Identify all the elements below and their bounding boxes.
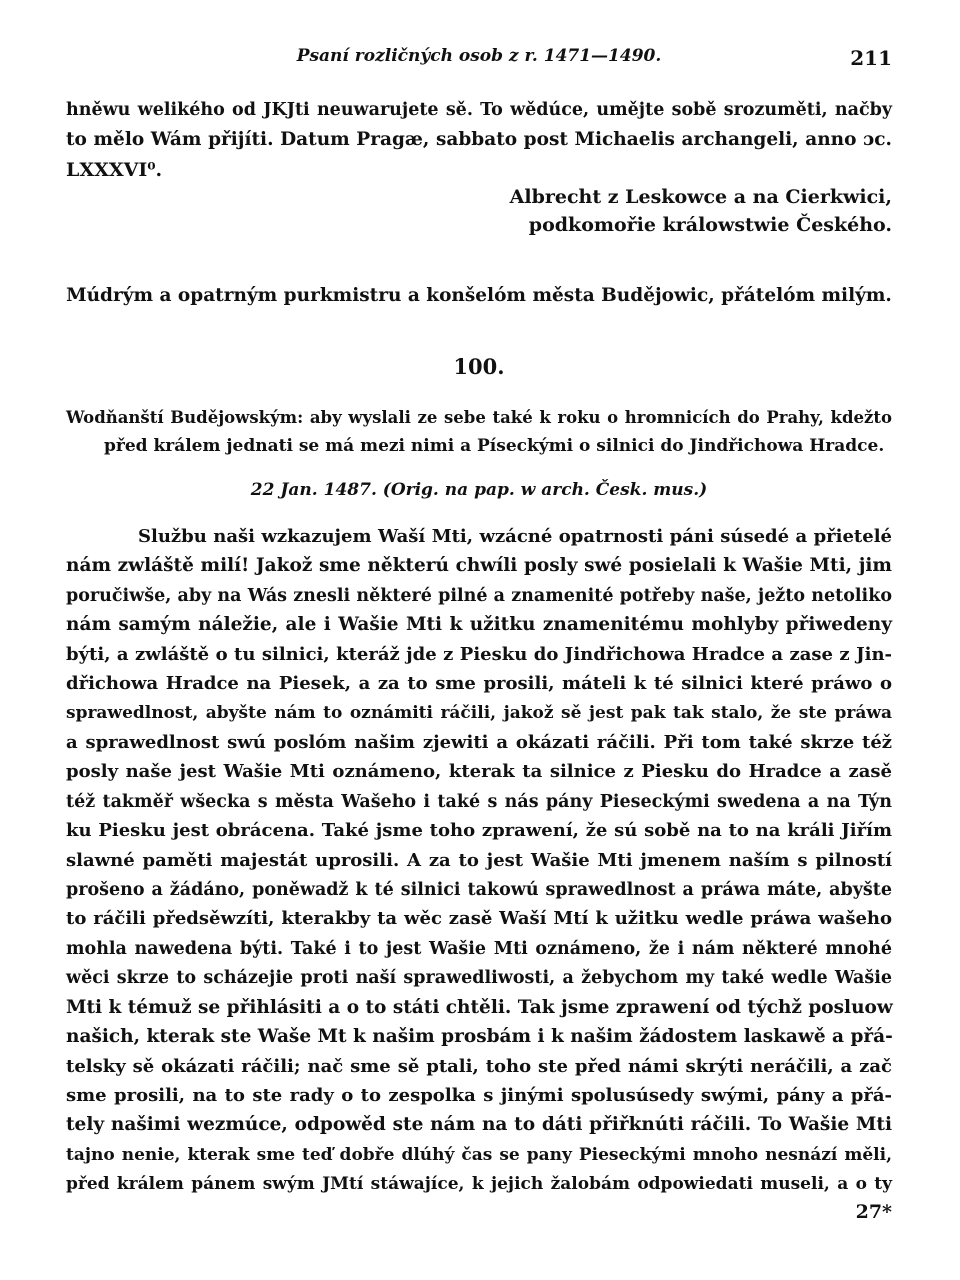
body-line: tely našimi wezmúce, odpowěd ste nám na to dáti přiřknúti ráčili. To Wašie Mti: [66, 1114, 892, 1135]
body-line: sprawedlnost, abyšte nám to oznámiti ráčili, jakož sě jest pak tak stalo, že ste práwa: [66, 703, 892, 723]
body-line: též takměř wšecka s města Wašeho i také s nás pány Pieseckými swedena a na Týn: [66, 792, 892, 812]
body-line: poručiwše, aby na Wás znesli některé pilné a znamenité potřeby naše, ježto netoliko: [66, 586, 892, 606]
body-line: sme prosili, na to ste rady o to zespolka s jinými spolusúsedy swými, pány a přá-: [66, 1085, 892, 1106]
address-line: Múdrým a opatrným purkmistru a konšelóm města Budějowic, přátelóm milým.: [66, 285, 892, 306]
body-line: před králem pánem swým JMtí stáwajíce, k jejich žalobám odpowiedati museli, a o ty: [66, 1174, 892, 1194]
summary-line: Wodňanští Budějowským: aby wyslali ze sebe také k roku o hromnicích do Prahy, kdežto: [66, 408, 892, 427]
body-line: to ráčili předsěwzíti, kterakby ta wěc zasě Waší Mtí k užitku wedle práwa wašeho: [66, 908, 892, 929]
body-line: nám zwláště milí! Jakož sme některú chwíli posly swé posielali k Wašie Mti, jim: [66, 555, 892, 576]
source-note: 22 Jan. 1487. (Orig. na pap. w arch. Česk. mus.): [250, 480, 708, 500]
document-number: 100.: [453, 354, 505, 379]
body-line: prošeno a žádáno, poněwadž k té silnici takowú sprawedlnost a práwa máte, abyšte: [66, 880, 892, 900]
running-title: Psaní rozličných osob z r. 1471—1490.: [296, 46, 662, 66]
signature-line: Albrecht z Leskowce a na Cierkwici,: [509, 186, 892, 208]
text-line: to mělo Wám přijíti. Datum Pragæ, sabbato post Michaelis archangeli, anno ɔc.: [66, 129, 892, 150]
body-line: Službu naši wzkazujem Waší Mti, wzácné opatrnosti páni súsedé a přietelé: [138, 526, 892, 547]
page-header: [66, 40, 892, 80]
body-line: býti, a zwláště o tu silnici, kteráž jde z Piesku do Jindřichowa Hradce a zase z Jin-: [66, 644, 892, 665]
body-line: ku Piesku jest obrácena. Také jsme toho zprawení, že sú sobě na to na králi Jiřím: [66, 820, 892, 841]
body-line: mohla nawedena býti. Také i to jest Wašie Mti oznámeno, že i nám některé mnohé: [66, 939, 892, 959]
page-number: 211: [850, 46, 892, 70]
text-line: LXXXVI⁰.: [66, 159, 163, 181]
body-line: telsky sě okázati ráčili; nač sme sě ptali, toho ste před námi skrýti neráčili, a zač: [66, 1056, 892, 1077]
body-line: wěci skrze to scházejie proti naší sprawedliwosti, a žebychom my také wedle Wašie: [66, 968, 892, 988]
body-line: nám samým náležie, ale i Wašie Mti k užitku znamenitému mohlyby přiwedeny: [66, 614, 892, 635]
body-line: Mti k témuž se přihlásiti a o to státi chtěli. Tak jsme zprawení od týchž posluow: [66, 997, 893, 1018]
summary-line: před králem jednati se má mezi nimi a Píseckými o silnici do Jindřichowa Hradce.: [104, 436, 885, 456]
text-line: hněwu welikého od JKJti neuwarujete sě. To wědúce, umějte sobě srozuměti, načby: [66, 100, 892, 120]
body-line: posly naše jest Wašie Mti oznámeno, kterak ta silnice z Piesku do Hradce a zasě: [66, 761, 892, 782]
body-line: tajno nenie, kterak sme teď dobře dlúhý čas se pany Pieseckými mnoho nesnází měli,: [66, 1145, 892, 1165]
body-line: a sprawedlnost swú poslóm našim zjewiti a okázati ráčili. Při tom také skrze též: [66, 732, 892, 753]
body-line: našich, kterak ste Waše Mt k našim prosbám i k našim žádostem laskawě a přá-: [66, 1026, 893, 1047]
body-line: dřichowa Hradce na Piesek, a za to sme prosili, máteli k té silnici které práwo o: [66, 673, 892, 694]
signature-line: podkomořie králowstwie Českého.: [528, 214, 892, 236]
body-line: slawné paměti majestát uprosili. A za to jest Wašie Mti jmenem naším s pilností: [66, 850, 892, 871]
signature-mark: 27*: [855, 1201, 892, 1223]
